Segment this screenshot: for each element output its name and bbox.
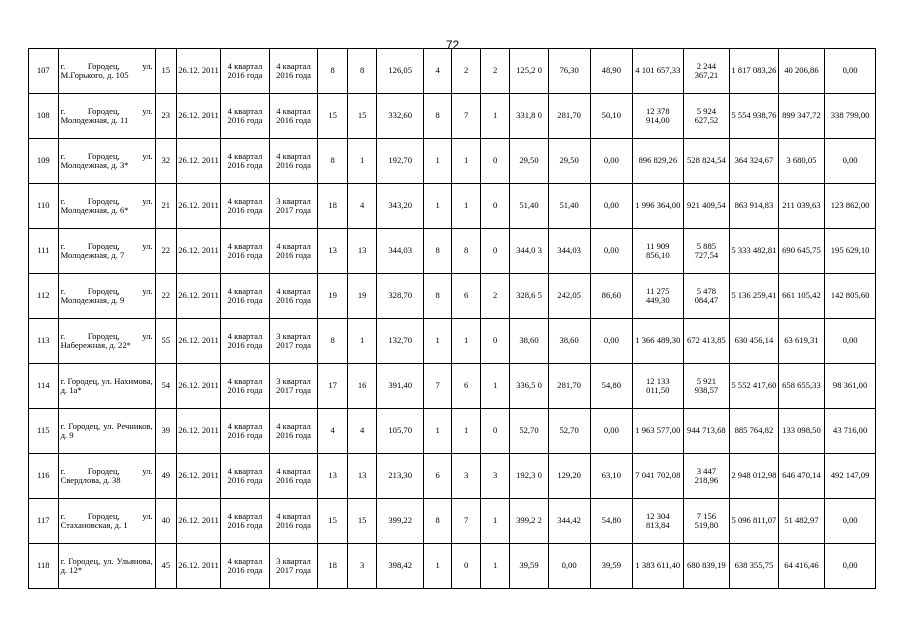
cost-fund-cell: 528 824,54 <box>683 139 729 184</box>
area-total-cell: 52,70 <box>510 409 548 454</box>
table-row <box>29 499 876 544</box>
premises-total-cell: 1 <box>423 139 452 184</box>
actual-date-cell: 4 квартал 2016 года <box>269 229 318 274</box>
cost-extra-cell: 43 716,00 <box>825 409 876 454</box>
total-area-cell: 398,42 <box>377 544 423 589</box>
residents-resettled-cell: 13 <box>347 454 377 499</box>
premises-municipal-cell: 8 <box>452 229 481 274</box>
residents-resettled-cell: 3 <box>347 544 377 589</box>
premises-municipal-cell: 0 <box>452 544 481 589</box>
area-private-cell: 0,00 <box>590 229 632 274</box>
actual-date-cell: 3 квартал 2017 года <box>269 319 318 364</box>
residents-resettled-cell: 16 <box>347 364 377 409</box>
total-area-cell: 192,70 <box>377 139 423 184</box>
premises-municipal-cell: 7 <box>452 94 481 139</box>
area-municipal-cell: 52,70 <box>548 409 590 454</box>
residents-total-cell: 8 <box>318 139 348 184</box>
table-row <box>29 544 876 589</box>
area-private-cell: 50,10 <box>590 94 632 139</box>
area-municipal-cell: 344,42 <box>548 499 590 544</box>
document-date-cell: 26.12. 2011 <box>176 409 220 454</box>
premises-municipal-cell: 1 <box>452 184 481 229</box>
table-row <box>29 274 876 319</box>
area-total-cell: 39,59 <box>510 544 548 589</box>
area-private-cell: 86,60 <box>590 274 632 319</box>
premises-total-cell: 1 <box>423 409 452 454</box>
row-number: 118 <box>29 544 59 589</box>
cost-local-cell: 51 482,97 <box>778 499 824 544</box>
document-number-cell: 23 <box>155 94 176 139</box>
premises-private-cell: 2 <box>480 49 510 94</box>
cost-local-cell: 211 039,63 <box>778 184 824 229</box>
actual-date-cell: 3 квартал 2017 года <box>269 544 318 589</box>
premises-total-cell: 1 <box>423 184 452 229</box>
premises-private-cell: 0 <box>480 409 510 454</box>
cost-local-cell: 899 347,72 <box>778 94 824 139</box>
premises-private-cell: 0 <box>480 319 510 364</box>
cost-total-cell: 7 041 702,08 <box>632 454 683 499</box>
residents-total-cell: 4 <box>318 409 348 454</box>
residents-total-cell: 15 <box>318 499 348 544</box>
cost-extra-cell: 0,00 <box>825 139 876 184</box>
area-private-cell: 54,80 <box>590 499 632 544</box>
document-date-cell: 26.12. 2011 <box>176 544 220 589</box>
total-area-cell: 391,40 <box>377 364 423 409</box>
area-municipal-cell: 281,70 <box>548 94 590 139</box>
document-number-cell: 22 <box>155 274 176 319</box>
area-municipal-cell: 29,50 <box>548 139 590 184</box>
actual-date-cell: 3 квартал 2017 года <box>269 184 318 229</box>
row-number: 107 <box>29 49 59 94</box>
address-cell: г. Городец, ул. Свердлова, д. 38 <box>58 454 155 499</box>
cost-extra-cell: 142 805,60 <box>825 274 876 319</box>
table-row <box>29 49 876 94</box>
table-row <box>29 364 876 409</box>
total-area-cell: 328,70 <box>377 274 423 319</box>
document-date-cell: 26.12. 2011 <box>176 229 220 274</box>
area-total-cell: 38,60 <box>510 319 548 364</box>
cost-total-cell: 12 133 011,50 <box>632 364 683 409</box>
cost-local-cell: 661 105,42 <box>778 274 824 319</box>
address-cell: г. Городец, ул. Молодежная, д. 6* <box>58 184 155 229</box>
area-private-cell: 39,59 <box>590 544 632 589</box>
cost-total-cell: 11 275 449,30 <box>632 274 683 319</box>
cost-local-cell: 658 655,33 <box>778 364 824 409</box>
cost-extra-cell: 0,00 <box>825 49 876 94</box>
premises-municipal-cell: 7 <box>452 499 481 544</box>
row-number: 116 <box>29 454 59 499</box>
planned-date-cell: 4 квартал 2016 года <box>221 454 270 499</box>
premises-municipal-cell: 3 <box>452 454 481 499</box>
residents-total-cell: 8 <box>318 49 348 94</box>
area-private-cell: 0,00 <box>590 409 632 454</box>
document-number-cell: 32 <box>155 139 176 184</box>
page-number: 72 <box>445 38 460 52</box>
row-number: 117 <box>29 499 59 544</box>
area-total-cell: 51,40 <box>510 184 548 229</box>
cost-fund-cell: 5 921 938,57 <box>683 364 729 409</box>
premises-municipal-cell: 6 <box>452 364 481 409</box>
premises-municipal-cell: 1 <box>452 409 481 454</box>
actual-date-cell: 3 квартал 2017 года <box>269 364 318 409</box>
actual-date-cell: 4 квартал 2016 года <box>269 499 318 544</box>
document-date-cell: 26.12. 2011 <box>176 184 220 229</box>
table-row <box>29 319 876 364</box>
cost-extra-cell: 123 862,00 <box>825 184 876 229</box>
area-private-cell: 0,00 <box>590 319 632 364</box>
total-area-cell: 332,60 <box>377 94 423 139</box>
premises-private-cell: 1 <box>480 364 510 409</box>
address-cell: г. Городец, ул. Молодежная, д. 11 <box>58 94 155 139</box>
row-number: 115 <box>29 409 59 454</box>
total-area-cell: 344,03 <box>377 229 423 274</box>
cost-total-cell: 1 996 364,00 <box>632 184 683 229</box>
resettlement-table <box>28 48 876 589</box>
total-area-cell: 399,22 <box>377 499 423 544</box>
cost-fund-cell: 2 244 367,21 <box>683 49 729 94</box>
premises-private-cell: 3 <box>480 454 510 499</box>
premises-private-cell: 0 <box>480 229 510 274</box>
planned-date-cell: 4 квартал 2016 года <box>221 274 270 319</box>
cost-regional-cell: 364 324,67 <box>730 139 779 184</box>
cost-fund-cell: 5 885 727,54 <box>683 229 729 274</box>
table-row <box>29 229 876 274</box>
area-private-cell: 63,10 <box>590 454 632 499</box>
residents-resettled-cell: 15 <box>347 94 377 139</box>
row-number: 113 <box>29 319 59 364</box>
cost-fund-cell: 680 839,19 <box>683 544 729 589</box>
planned-date-cell: 4 квартал 2016 года <box>221 139 270 184</box>
document-date-cell: 26.12. 2011 <box>176 454 220 499</box>
planned-date-cell: 4 квартал 2016 года <box>221 499 270 544</box>
actual-date-cell: 4 квартал 2016 года <box>269 274 318 319</box>
cost-total-cell: 4 101 657,33 <box>632 49 683 94</box>
address-cell: г. Городец, ул. Молодежная, д. 3* <box>58 139 155 184</box>
cost-regional-cell: 5 552 417,60 <box>730 364 779 409</box>
row-number: 112 <box>29 274 59 319</box>
premises-municipal-cell: 2 <box>452 49 481 94</box>
document-number-cell: 40 <box>155 499 176 544</box>
area-municipal-cell: 38,60 <box>548 319 590 364</box>
area-total-cell: 336,5 0 <box>510 364 548 409</box>
residents-total-cell: 15 <box>318 94 348 139</box>
cost-local-cell: 63 619,31 <box>778 319 824 364</box>
cost-fund-cell: 7 156 519,80 <box>683 499 729 544</box>
document-date-cell: 26.12. 2011 <box>176 499 220 544</box>
premises-municipal-cell: 1 <box>452 139 481 184</box>
premises-municipal-cell: 1 <box>452 319 481 364</box>
premises-total-cell: 8 <box>423 94 452 139</box>
cost-regional-cell: 5 554 938,76 <box>730 94 779 139</box>
cost-total-cell: 1 383 611,40 <box>632 544 683 589</box>
premises-total-cell: 8 <box>423 229 452 274</box>
document-number-cell: 55 <box>155 319 176 364</box>
row-number: 110 <box>29 184 59 229</box>
cost-extra-cell: 0,00 <box>825 499 876 544</box>
residents-resettled-cell: 1 <box>347 319 377 364</box>
cost-fund-cell: 5 924 627,52 <box>683 94 729 139</box>
cost-extra-cell: 98 361,00 <box>825 364 876 409</box>
cost-extra-cell: 338 799,00 <box>825 94 876 139</box>
cost-regional-cell: 5 136 259,41 <box>730 274 779 319</box>
document-date-cell: 26.12. 2011 <box>176 274 220 319</box>
cost-total-cell: 1 366 489,30 <box>632 319 683 364</box>
address-cell: г. Городец, ул. М.Горького, д. 105 <box>58 49 155 94</box>
address-cell: г. Городец, ул. Молодежная, д. 7 <box>58 229 155 274</box>
premises-private-cell: 1 <box>480 499 510 544</box>
document-number-cell: 15 <box>155 49 176 94</box>
cost-total-cell: 12 304 813,84 <box>632 499 683 544</box>
area-municipal-cell: 242,05 <box>548 274 590 319</box>
cost-local-cell: 64 416,46 <box>778 544 824 589</box>
row-number: 108 <box>29 94 59 139</box>
table-row <box>29 454 876 499</box>
cost-regional-cell: 885 764,82 <box>730 409 779 454</box>
residents-total-cell: 13 <box>318 229 348 274</box>
area-municipal-cell: 76,30 <box>548 49 590 94</box>
document-date-cell: 26.12. 2011 <box>176 94 220 139</box>
actual-date-cell: 4 квартал 2016 года <box>269 454 318 499</box>
actual-date-cell: 4 квартал 2016 года <box>269 49 318 94</box>
area-total-cell: 399,2 2 <box>510 499 548 544</box>
premises-total-cell: 7 <box>423 364 452 409</box>
row-number: 109 <box>29 139 59 184</box>
address-cell: г. Городец, ул. Набережная, д. 22* <box>58 319 155 364</box>
premises-total-cell: 8 <box>423 274 452 319</box>
cost-extra-cell: 492 147,09 <box>825 454 876 499</box>
row-number: 111 <box>29 229 59 274</box>
document-number-cell: 22 <box>155 229 176 274</box>
area-private-cell: 0,00 <box>590 184 632 229</box>
premises-total-cell: 6 <box>423 454 452 499</box>
area-total-cell: 328,6 5 <box>510 274 548 319</box>
residents-resettled-cell: 13 <box>347 229 377 274</box>
document-number-cell: 21 <box>155 184 176 229</box>
document-date-cell: 26.12. 2011 <box>176 49 220 94</box>
cost-extra-cell: 0,00 <box>825 319 876 364</box>
table-row <box>29 94 876 139</box>
actual-date-cell: 4 квартал 2016 года <box>269 139 318 184</box>
total-area-cell: 343,20 <box>377 184 423 229</box>
premises-municipal-cell: 6 <box>452 274 481 319</box>
residents-total-cell: 13 <box>318 454 348 499</box>
cost-fund-cell: 672 413,85 <box>683 319 729 364</box>
area-total-cell: 29,50 <box>510 139 548 184</box>
cost-local-cell: 690 645,75 <box>778 229 824 274</box>
cost-regional-cell: 5 333 482,81 <box>730 229 779 274</box>
actual-date-cell: 4 квартал 2016 года <box>269 94 318 139</box>
premises-private-cell: 1 <box>480 94 510 139</box>
cost-fund-cell: 921 409,54 <box>683 184 729 229</box>
cost-regional-cell: 863 914,83 <box>730 184 779 229</box>
area-private-cell: 0,00 <box>590 139 632 184</box>
cost-extra-cell: 195 629,10 <box>825 229 876 274</box>
premises-private-cell: 1 <box>480 544 510 589</box>
cost-local-cell: 133 098,50 <box>778 409 824 454</box>
area-total-cell: 192,3 0 <box>510 454 548 499</box>
address-cell: г. Городец, ул. Ульянова, д. 12* <box>58 544 155 589</box>
premises-private-cell: 0 <box>480 139 510 184</box>
area-total-cell: 344,0 3 <box>510 229 548 274</box>
planned-date-cell: 4 квартал 2016 года <box>221 364 270 409</box>
residents-resettled-cell: 15 <box>347 499 377 544</box>
planned-date-cell: 4 квартал 2016 года <box>221 544 270 589</box>
area-municipal-cell: 344,03 <box>548 229 590 274</box>
residents-resettled-cell: 4 <box>347 184 377 229</box>
row-number: 114 <box>29 364 59 409</box>
planned-date-cell: 4 квартал 2016 года <box>221 409 270 454</box>
cost-local-cell: 40 206,86 <box>778 49 824 94</box>
total-area-cell: 105,70 <box>377 409 423 454</box>
area-municipal-cell: 51,40 <box>548 184 590 229</box>
document-number-cell: 54 <box>155 364 176 409</box>
cost-total-cell: 12 378 914,00 <box>632 94 683 139</box>
table-row <box>29 184 876 229</box>
residents-total-cell: 18 <box>318 184 348 229</box>
document-number-cell: 39 <box>155 409 176 454</box>
premises-total-cell: 4 <box>423 49 452 94</box>
planned-date-cell: 4 квартал 2016 года <box>221 184 270 229</box>
cost-total-cell: 896 829,26 <box>632 139 683 184</box>
table-body <box>29 49 876 589</box>
residents-total-cell: 8 <box>318 319 348 364</box>
cost-regional-cell: 1 817 083,26 <box>730 49 779 94</box>
planned-date-cell: 4 квартал 2016 года <box>221 229 270 274</box>
cost-total-cell: 1 963 577,00 <box>632 409 683 454</box>
residents-total-cell: 19 <box>318 274 348 319</box>
document-date-cell: 26.12. 2011 <box>176 139 220 184</box>
address-cell: г. Городец, ул. Стахановская, д. 1 <box>58 499 155 544</box>
area-municipal-cell: 0,00 <box>548 544 590 589</box>
actual-date-cell: 4 квартал 2016 года <box>269 409 318 454</box>
cost-fund-cell: 5 478 084,47 <box>683 274 729 319</box>
premises-total-cell: 1 <box>423 319 452 364</box>
cost-regional-cell: 638 355,75 <box>730 544 779 589</box>
area-total-cell: 331,8 0 <box>510 94 548 139</box>
area-municipal-cell: 281,70 <box>548 364 590 409</box>
residents-resettled-cell: 4 <box>347 409 377 454</box>
premises-private-cell: 0 <box>480 184 510 229</box>
residents-total-cell: 18 <box>318 544 348 589</box>
residents-resettled-cell: 19 <box>347 274 377 319</box>
total-area-cell: 126,05 <box>377 49 423 94</box>
residents-resettled-cell: 8 <box>347 49 377 94</box>
area-private-cell: 48,90 <box>590 49 632 94</box>
document-number-cell: 49 <box>155 454 176 499</box>
total-area-cell: 132,70 <box>377 319 423 364</box>
cost-regional-cell: 630 456,14 <box>730 319 779 364</box>
premises-total-cell: 8 <box>423 499 452 544</box>
residents-resettled-cell: 1 <box>347 139 377 184</box>
document-date-cell: 26.12. 2011 <box>176 319 220 364</box>
residents-total-cell: 17 <box>318 364 348 409</box>
cost-total-cell: 11 909 856,10 <box>632 229 683 274</box>
document-number-cell: 45 <box>155 544 176 589</box>
premises-private-cell: 2 <box>480 274 510 319</box>
cost-fund-cell: 944 713,68 <box>683 409 729 454</box>
premises-total-cell: 1 <box>423 544 452 589</box>
address-cell: г. Городец, ул. Речников, д. 9 <box>58 409 155 454</box>
cost-local-cell: 646 470,14 <box>778 454 824 499</box>
area-total-cell: 125,2 0 <box>510 49 548 94</box>
area-municipal-cell: 129,20 <box>548 454 590 499</box>
area-private-cell: 54,80 <box>590 364 632 409</box>
address-cell: г. Городец, ул. Молодежная, д. 9 <box>58 274 155 319</box>
cost-extra-cell: 0,00 <box>825 544 876 589</box>
planned-date-cell: 4 квартал 2016 года <box>221 94 270 139</box>
table-row <box>29 409 876 454</box>
total-area-cell: 213,30 <box>377 454 423 499</box>
address-cell: г. Городец, ул. Нахимова, д. 1а* <box>58 364 155 409</box>
table-row <box>29 139 876 184</box>
planned-date-cell: 4 квартал 2016 года <box>221 319 270 364</box>
cost-regional-cell: 2 948 012,98 <box>730 454 779 499</box>
planned-date-cell: 4 квартал 2016 года <box>221 49 270 94</box>
cost-fund-cell: 3 447 218,96 <box>683 454 729 499</box>
document-date-cell: 26.12. 2011 <box>176 364 220 409</box>
cost-local-cell: 3 680,05 <box>778 139 824 184</box>
cost-regional-cell: 5 096 811,07 <box>730 499 779 544</box>
